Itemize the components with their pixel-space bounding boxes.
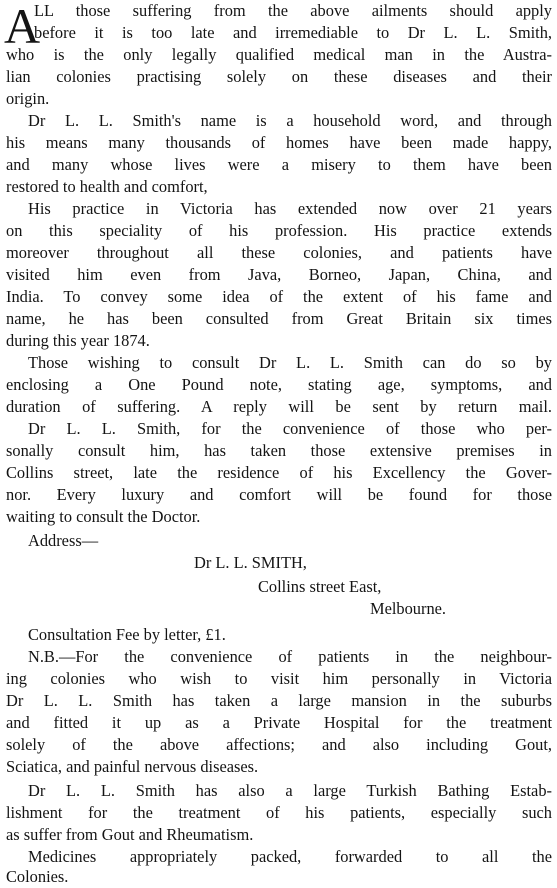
address-label: Address— bbox=[28, 531, 99, 550]
text-line-7: his means many thousands of homes have been made happy, bbox=[6, 133, 552, 152]
text-line-38: as suffer from Gout and Rheumatism. bbox=[6, 825, 254, 844]
text-line-33: and fitted it up as a Private Hospital for the treatment bbox=[6, 713, 552, 732]
text-line-36: Dr L. L. Smith has also a large Turkish Bathing Estab- bbox=[28, 781, 552, 800]
text-line-21: sonally consult him, has taken those extensive premises in bbox=[6, 441, 552, 460]
text-line-31: ing colonies who wish to visit him personally in Victoria bbox=[6, 669, 552, 688]
text-line-19: duration of suffering. A reply will be sent by return mail. bbox=[6, 397, 552, 416]
text-line-8: and many whose lives were a misery to them have been bbox=[6, 155, 552, 174]
text-line-34: solely of the above affections; and also including Gout, bbox=[6, 735, 552, 754]
text-line-37: lishment for the treatment of his patients, especially such bbox=[6, 803, 552, 822]
text-line-1: LL those suffering from the above ailments should apply bbox=[34, 1, 552, 20]
drop-cap: A bbox=[4, 0, 41, 54]
consultation-fee: Consultation Fee by letter, £1. bbox=[28, 625, 226, 644]
text-line-32: Dr L. L. Smith has taken a large mansion in the suburbs bbox=[6, 691, 552, 710]
address-name: Dr L. L. SMITH, bbox=[194, 553, 307, 572]
text-line-23: nor. Every luxury and comfort will be found for those bbox=[6, 485, 552, 504]
text-line-10: His practice in Victoria has extended now over 21 years bbox=[28, 199, 552, 218]
text-line-3: who is the only legally qualified medical man in the Austra- bbox=[6, 45, 552, 64]
text-line-35: Sciatica, and painful nervous diseases. bbox=[6, 757, 259, 776]
text-line-2: before it is too late and irremediable to Dr L. L. Smith, bbox=[34, 23, 552, 42]
address-street: Collins street East, bbox=[258, 577, 382, 596]
text-line-11: on this speciality of his profession. His practice extends bbox=[6, 221, 552, 240]
text-line-24: waiting to consult the Doctor. bbox=[6, 507, 201, 526]
text-line-12: moreover throughout all these colonies, and patients have bbox=[6, 243, 552, 262]
text-line-13: visited him even from Java, Borneo, Japan, China, and bbox=[6, 265, 552, 284]
text-line-39: Medicines appropriately packed, forwarded to all the bbox=[28, 847, 552, 866]
text-line-17: Those wishing to consult Dr L. L. Smith can do so by bbox=[28, 353, 552, 372]
text-line-18: enclosing a One Pound note, stating age, symptoms, and bbox=[6, 375, 552, 394]
text-line-14: India. To convey some idea of the extent of his fame and bbox=[6, 287, 552, 306]
text-line-20: Dr L. L. Smith, for the convenience of those who per- bbox=[28, 419, 552, 438]
text-line-5: origin. bbox=[6, 89, 50, 108]
text-line-30: N.B.—For the convenience of patients in the neighbour- bbox=[28, 647, 552, 666]
text-line-22: Collins street, late the residence of his Excellency the Gover- bbox=[6, 463, 552, 482]
text-line-4: lian colonies practising solely on these diseases and their bbox=[6, 67, 552, 86]
text-line-15: name, he has been consulted from Great Britain six times bbox=[6, 309, 552, 328]
text-line-6: Dr L. L. Smith's name is a household word, and through bbox=[28, 111, 552, 130]
text-line-9: restored to health and comfort, bbox=[6, 177, 208, 196]
text-line-16: during this year 1874. bbox=[6, 331, 150, 350]
address-city: Melbourne. bbox=[370, 599, 447, 618]
text-line-40: Colonies. bbox=[6, 867, 69, 886]
